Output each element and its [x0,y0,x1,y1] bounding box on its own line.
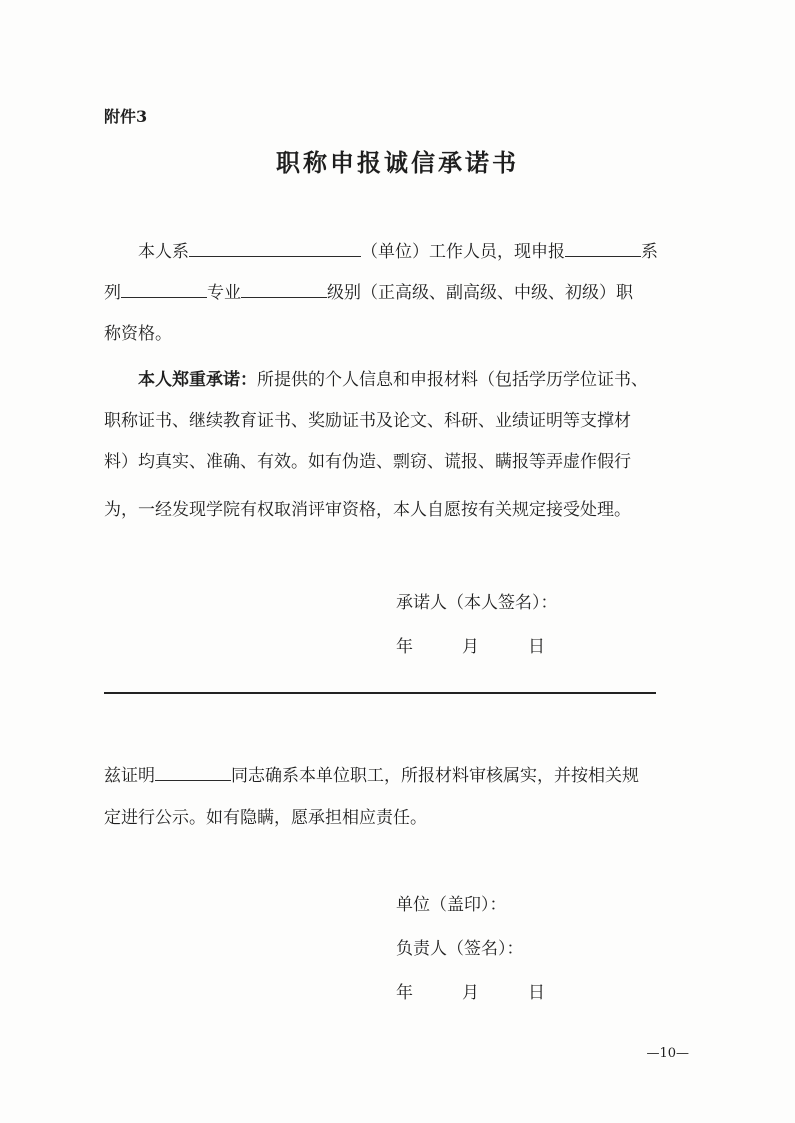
para3-line2: 定进行公示。如有隐瞒，愿承担相应责任。 [104,808,427,828]
text-ben-ren-xi: 本人系 [138,242,189,262]
promise-lead: 本人郑重承诺： [138,370,257,390]
sign1-month: 月 [462,637,479,657]
para2-line2: 职称证书、继续教育证书、奖励证书及论文、科研、业绩证明等支撑材 [104,411,631,431]
text-hereby-certify: 兹证明 [104,766,155,786]
text-certify-rest: 同志确系本单位职工，所报材料审核属实，并按相关规 [231,766,639,786]
blank-series-field[interactable] [565,238,641,257]
para1-line2 [104,273,694,314]
text-unit-staff: （单位）工作人员，现申报 [361,242,565,262]
text-xi: 系 [641,242,658,262]
para2-line4: 为，一经发现学院有权取消评审资格，本人自愿按有关规定接受处理。 [104,500,631,520]
sign2-month: 月 [462,983,479,1003]
page-number: —10— [646,1046,689,1061]
sign2-day: 日 [528,983,545,1003]
promisor-signature-label: 承诺人（本人签名）： [396,593,558,613]
promise-text-1: 所提供的个人信息和申报材料（包括学历学位证书、 [257,370,648,390]
para2-line1 [104,360,694,401]
section-divider [104,692,656,694]
text-zhuanye: 专业 [207,283,241,303]
sign1-year: 年 [396,637,413,657]
para2-line3: 料）均真实、准确、有效。如有伪造、剽窃、谎报、瞒报等弄虚作假行 [104,452,631,472]
attachment-label: 附件3 [104,107,148,126]
document-title: 职称申报诚信承诺书 [276,148,519,177]
text-lie: 列 [104,283,121,303]
blank-unit-field[interactable] [189,238,361,257]
para1-line1 [104,232,694,273]
unit-seal-label: 单位（盖印）： [396,895,507,915]
responsible-signature-label: 负责人（签名）： [396,939,524,959]
blank-comrade-name[interactable] [155,762,231,781]
sign2-year: 年 [396,983,413,1003]
blank-level-field[interactable] [241,279,327,298]
sign1-day: 日 [528,637,545,657]
text-level-options: 级别（正高级、副高级、中级、初级）职 [327,283,633,303]
para3-line1 [104,756,694,797]
blank-field-field[interactable] [121,279,207,298]
para1-line3: 称资格。 [104,324,172,344]
